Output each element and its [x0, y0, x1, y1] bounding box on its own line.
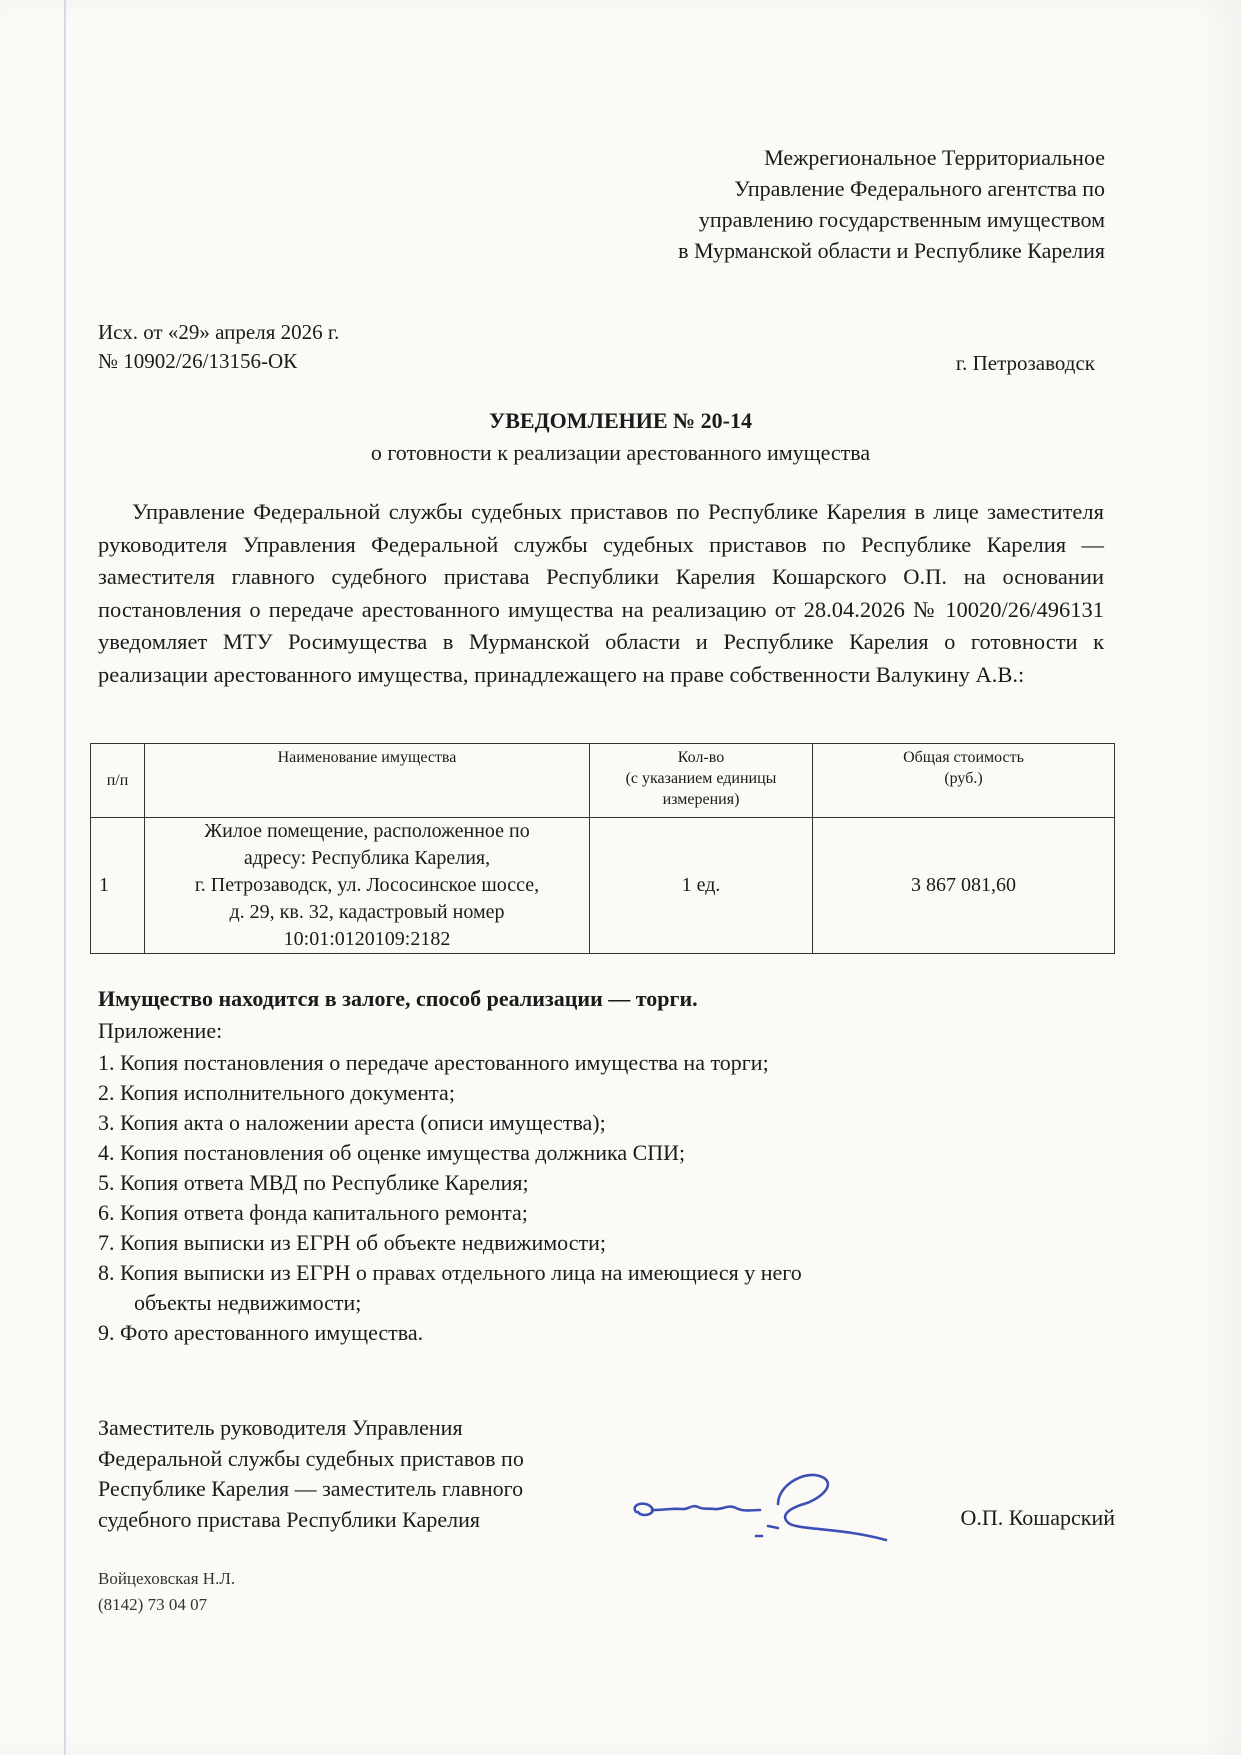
- recipient-line: управлению государственным имуществом: [698, 207, 1105, 232]
- property-line: адресу: Республика Карелия,: [243, 847, 491, 869]
- signer-name: О.П. Кошарский: [960, 1505, 1115, 1530]
- header-line: (руб.): [944, 770, 983, 787]
- handwritten-signature: [628, 1464, 908, 1548]
- column-header-number: п/п: [91, 744, 145, 818]
- signer-position-line: Федеральной службы судебных приставов по: [98, 1445, 524, 1471]
- recipient-line: Управление Федерального агентства по: [734, 176, 1105, 201]
- list-item: 4. Копия постановления об оценке имущества должника СПИ;: [98, 1140, 686, 1165]
- city: г. Петрозаводск: [955, 351, 1095, 375]
- list-item: [98, 1258, 1058, 1318]
- document-title: УВЕДОМЛЕНИЕ № 20-14: [489, 408, 752, 433]
- list-item: 2. Копия исполнительного документа;: [98, 1080, 455, 1105]
- list-item: 1. Копия постановления о передаче арестованного имущества на торги;: [98, 1050, 769, 1075]
- executor-name: Войцеховская Н.Л.: [98, 1569, 236, 1588]
- property-line: г. Петрозаводск, ул. Лососинское шоссе,: [194, 874, 540, 896]
- signer-position-line: судебного пристава Республики Карелия: [98, 1506, 480, 1532]
- outgoing-number: № 10902/26/13156-ОК: [98, 349, 298, 373]
- column-header-cost: [813, 744, 1115, 818]
- signer-position-line: Заместитель руководителя Управления: [98, 1415, 463, 1440]
- header-line: Кол-во: [677, 749, 725, 766]
- recipient-block: [545, 142, 1105, 266]
- table-header-row: [91, 744, 1115, 818]
- outgoing-reference: [98, 318, 339, 376]
- table-row: [91, 818, 1115, 954]
- list-item: 9. Фото арестованного имущества.: [98, 1320, 424, 1345]
- margin-line: [64, 0, 66, 1755]
- column-header-name: Наименование имущества: [145, 744, 590, 818]
- outgoing-date: Исх. от «29» апреля 2026 г.: [98, 320, 340, 344]
- attachments-list: [98, 1048, 1058, 1348]
- signer-position: [98, 1413, 524, 1535]
- list-item: 7. Копия выписки из ЕГРН об объекте недвижимости;: [98, 1230, 606, 1255]
- property-line: д. 29, кв. 32, кадастровый номер: [229, 901, 505, 923]
- property-line: 10:01:0120109:2182: [283, 928, 451, 950]
- document-subtitle: о готовности к реализации арестованного имущества: [370, 440, 871, 465]
- notice-body: Управление Федеральной службы судебных приставов по Республике Карелия в лице заместителя руководителя Управления Федеральной службы судебных приставов по Республике Карелия — заместителя главного судебного пристава Республики Карелия Кошарского О.П. на основании постановления о передаче арестованного имущества на реализацию от 28.04.2026 № 10020/26/496131 уведомляет МТУ Росимущества в Мурманской области и Республике Карелия о готовности к реализации арестованного имущества, принадлежащего на праве собственности Валукину А.В.:: [98, 499, 1104, 687]
- column-header-quantity: [590, 744, 813, 818]
- list-item: 6. Копия ответа фонда капитального ремонта;: [98, 1200, 528, 1225]
- header-line: (с указанием единицы: [625, 770, 777, 787]
- cell-number: 1: [91, 818, 145, 954]
- cell-property-name: [145, 818, 590, 954]
- executor-phone: (8142) 73 04 07: [98, 1595, 208, 1614]
- recipient-line: Межрегиональное Территориальное: [764, 145, 1105, 170]
- cell-cost: 3 867 081,60: [813, 818, 1115, 954]
- executor-block: [98, 1566, 235, 1618]
- recipient-line: в Мурманской области и Республике Карелия: [678, 238, 1105, 263]
- header-line: Общая стоимость: [903, 749, 1024, 766]
- list-item: 5. Копия ответа МВД по Республике Карелия;: [98, 1170, 529, 1195]
- property-line: Жилое помещение, расположенное по: [204, 820, 530, 842]
- list-item-continuation: объекты недвижимости;: [134, 1290, 362, 1315]
- header-line: измерения): [662, 791, 740, 808]
- list-item-text: 8. Копия выписки из ЕГРН о правах отдельного лица на имеющиеся у него: [98, 1260, 802, 1285]
- property-table: [90, 743, 1115, 954]
- attachments-label: Приложение:: [98, 1018, 223, 1043]
- pledge-note: Имущество находится в залоге, способ реализации — торги.: [98, 986, 698, 1011]
- cell-quantity: 1 ед.: [590, 818, 813, 954]
- signer-position-line: Республике Карелия — заместитель главного: [98, 1476, 524, 1501]
- list-item: 3. Копия акта о наложении ареста (описи имущества);: [98, 1110, 606, 1135]
